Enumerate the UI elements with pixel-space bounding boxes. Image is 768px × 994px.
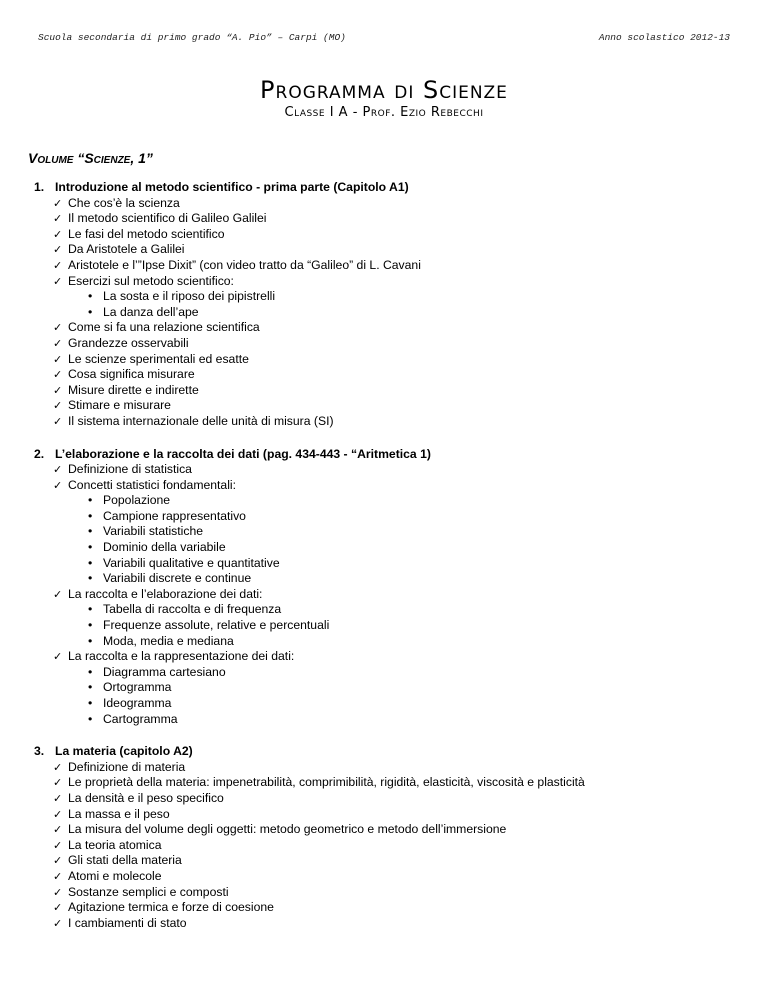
subtopic-list	[53, 289, 748, 320]
school-year: Anno scolastico 2012-13	[598, 32, 730, 43]
topic-item	[53, 462, 748, 478]
section-title-text: L’elaborazione e la raccolta dei dati (pag. 434-443 - “Aritmetica 1)	[55, 446, 431, 461]
checkmark-icon: ✓	[53, 587, 63, 601]
topic-item	[53, 367, 748, 383]
topic-item	[53, 274, 748, 290]
section-number: 3.	[34, 744, 45, 759]
topic-item	[53, 383, 748, 399]
section-number: 2.	[34, 446, 45, 461]
topic-text: Il sistema internazionale delle unità di misura (SI)	[68, 413, 334, 428]
subtopic-item	[88, 618, 748, 634]
checkmark-icon: ✓	[53, 274, 63, 288]
checkmark-icon: ✓	[53, 901, 63, 915]
topic-item	[53, 916, 748, 932]
bullet-icon: •	[88, 633, 93, 648]
checkmark-icon: ✓	[53, 760, 63, 774]
subtopic-text: Frequenze assolute, relative e percentuali	[103, 618, 330, 633]
checkmark-icon: ✓	[53, 807, 63, 821]
subtopic-item	[88, 680, 748, 696]
topic-text: La raccolta e l’elaborazione dei dati:	[68, 586, 263, 601]
checkmark-icon: ✓	[53, 776, 63, 790]
topic-text: Da Aristotele a Galilei	[68, 242, 185, 257]
subtopic-text: Popolazione	[103, 493, 171, 508]
school-name: Scuola secondaria di primo grado “A. Pio” – Carpi (MO)	[38, 32, 346, 43]
topic-text: Le scienze sperimentali ed esatte	[68, 351, 249, 366]
subtopic-item	[88, 665, 748, 681]
checkmark-icon: ✓	[53, 196, 63, 210]
topic-list	[34, 196, 748, 430]
bullet-icon: •	[88, 680, 93, 695]
topic-text: Agitazione termica e forze di coesione	[68, 900, 274, 915]
subtopic-text: Variabili qualitative e quantitative	[103, 555, 280, 570]
topic-text: Atomi e molecole	[68, 868, 162, 883]
checkmark-icon: ✓	[53, 258, 63, 272]
bullet-icon: •	[88, 289, 93, 304]
topic-text: Che cos’è la scienza	[68, 195, 180, 210]
volume-heading: Volume “Scienze, 1”	[28, 150, 153, 166]
section-title	[34, 180, 748, 196]
topic-text: Definizione di materia	[68, 759, 186, 774]
subtopic-list	[53, 665, 748, 727]
topic-item	[53, 196, 748, 212]
topic-text: Le proprietà della materia: impenetrabilità, comprimibilità, rigidità, elasticità, viscosità e plasticità	[68, 775, 585, 790]
bullet-icon: •	[88, 696, 93, 710]
subtopic-text: Cartogramma	[103, 711, 178, 726]
checkmark-icon: ✓	[53, 791, 63, 805]
bullet-icon: •	[88, 540, 93, 555]
bullet-icon: •	[88, 555, 93, 570]
subtopic-list	[53, 602, 748, 649]
bullet-icon: •	[88, 602, 93, 617]
bullet-icon: •	[88, 508, 93, 523]
section-title	[34, 744, 748, 760]
checkmark-icon: ✓	[53, 869, 63, 883]
topic-list	[34, 462, 748, 727]
topic-item	[53, 760, 748, 776]
subtopic-text: Campione rappresentativo	[103, 508, 246, 523]
page-header	[38, 32, 730, 43]
topic-list	[34, 760, 748, 932]
section	[34, 447, 748, 728]
checkmark-icon: ✓	[53, 838, 63, 852]
topic-text: Grandezze osservabili	[68, 335, 189, 350]
section-title-text: Introduzione al metodo scientifico - prima parte (Capitolo A1)	[55, 180, 409, 194]
topic-item	[53, 807, 748, 823]
topic-item	[53, 869, 748, 885]
subtopic-item	[88, 634, 748, 650]
checkmark-icon: ✓	[53, 212, 63, 226]
topic-item	[53, 838, 748, 854]
topic-text: La raccolta e la rappresentazione dei dati:	[68, 649, 295, 664]
topic-item	[53, 791, 748, 807]
checkmark-icon: ✓	[53, 916, 63, 930]
checkmark-icon: ✓	[53, 352, 63, 366]
topic-text: Stimare e misurare	[68, 398, 171, 413]
topic-text: Il metodo scientifico di Galileo Galilei	[68, 211, 267, 226]
topic-item	[53, 900, 748, 916]
checkmark-icon: ✓	[53, 383, 63, 397]
topic-text: La teoria atomica	[68, 837, 162, 852]
topic-item	[53, 775, 748, 791]
checkmark-icon: ✓	[53, 227, 63, 241]
topic-text: Sostanze semplici e composti	[68, 884, 229, 899]
checkmark-icon: ✓	[53, 463, 63, 477]
topic-text: La massa e il peso	[68, 806, 170, 821]
subtopic-text: Ideogramma	[103, 696, 172, 710]
sections-list	[34, 180, 748, 948]
subtopic-item	[88, 571, 748, 587]
checkmark-icon: ✓	[53, 368, 63, 382]
topic-text: Aristotele e l’”Ipse Dixit” (con video tratto da “Galileo” di L. Cavani	[68, 257, 421, 272]
bullet-icon: •	[88, 711, 93, 726]
subtopic-item	[88, 305, 748, 321]
subtopic-item	[88, 712, 748, 728]
subtopic-item	[88, 696, 748, 712]
section-number: 1.	[34, 180, 45, 194]
subtopic-item	[88, 509, 748, 525]
bullet-icon: •	[88, 304, 93, 319]
topic-text: Come si fa una relazione scientifica	[68, 320, 260, 335]
subtopic-text: Dominio della variabile	[103, 540, 226, 555]
topic-item	[53, 478, 748, 494]
checkmark-icon: ✓	[53, 650, 63, 664]
topic-text: Misure dirette e indirette	[68, 382, 199, 397]
topic-item	[53, 414, 748, 430]
subtopic-item	[88, 289, 748, 305]
topic-item	[53, 822, 748, 838]
bullet-icon: •	[88, 524, 93, 539]
checkmark-icon: ✓	[53, 243, 63, 257]
topic-item	[53, 242, 748, 258]
topic-item	[53, 352, 748, 368]
checkmark-icon: ✓	[53, 854, 63, 868]
subtopic-text: Ortogramma	[103, 680, 172, 695]
subtopic-text: Diagramma cartesiano	[103, 664, 226, 679]
topic-item	[53, 258, 748, 274]
subtopic-text: Variabili statistiche	[103, 524, 204, 539]
topic-text: Le fasi del metodo scientifico	[68, 226, 225, 241]
topic-item	[53, 336, 748, 352]
bullet-icon: •	[88, 664, 93, 679]
topic-text: Gli stati della materia	[68, 853, 182, 868]
section-title	[34, 447, 748, 463]
checkmark-icon: ✓	[53, 885, 63, 899]
subtopic-item	[88, 602, 748, 618]
checkmark-icon: ✓	[53, 823, 63, 837]
document-subtitle: Classe I A - Prof. Ezio Rebecchi	[284, 105, 484, 120]
section	[34, 744, 748, 931]
topic-item	[53, 587, 748, 603]
bullet-icon: •	[88, 493, 93, 508]
topic-text: La misura del volume degli oggetti: metodo geometrico e metodo dell’immersione	[68, 822, 507, 837]
checkmark-icon: ✓	[53, 399, 63, 413]
topic-item	[53, 853, 748, 869]
topic-item	[53, 885, 748, 901]
subtopic-item	[88, 540, 748, 556]
topic-item	[53, 211, 748, 227]
subtopic-text: La sosta e il riposo dei pipistrelli	[103, 289, 276, 304]
subtopic-list	[53, 493, 748, 587]
topic-text: Concetti statistici fondamentali:	[68, 477, 236, 492]
subtopic-text: Tabella di raccolta e di frequenza	[103, 602, 282, 617]
bullet-icon: •	[88, 618, 93, 633]
topic-item	[53, 227, 748, 243]
subtopic-text: Variabili discrete e continue	[103, 571, 252, 586]
section-title-text: La materia (capitolo A2)	[55, 744, 193, 759]
checkmark-icon: ✓	[53, 478, 63, 492]
topic-item	[53, 398, 748, 414]
document-title: Programma di Scienze	[260, 76, 508, 104]
topic-text: La densità e il peso specifico	[68, 790, 224, 805]
topic-item	[53, 649, 748, 665]
checkmark-icon: ✓	[53, 414, 63, 428]
bullet-icon: •	[88, 571, 93, 586]
checkmark-icon: ✓	[53, 336, 63, 350]
checkmark-icon: ✓	[53, 321, 63, 335]
subtopic-item	[88, 524, 748, 540]
subtopic-item	[88, 493, 748, 509]
topic-item	[53, 320, 748, 336]
topic-text: Definizione di statistica	[68, 462, 192, 477]
subtopic-item	[88, 556, 748, 572]
topic-text: Cosa significa misurare	[68, 367, 195, 382]
topic-text: I cambiamenti di stato	[68, 915, 187, 930]
subtopic-text: La danza dell’ape	[103, 304, 199, 319]
subtopic-text: Moda, media e mediana	[103, 633, 234, 648]
topic-text: Esercizi sul metodo scientifico:	[68, 273, 234, 288]
section	[34, 180, 748, 430]
